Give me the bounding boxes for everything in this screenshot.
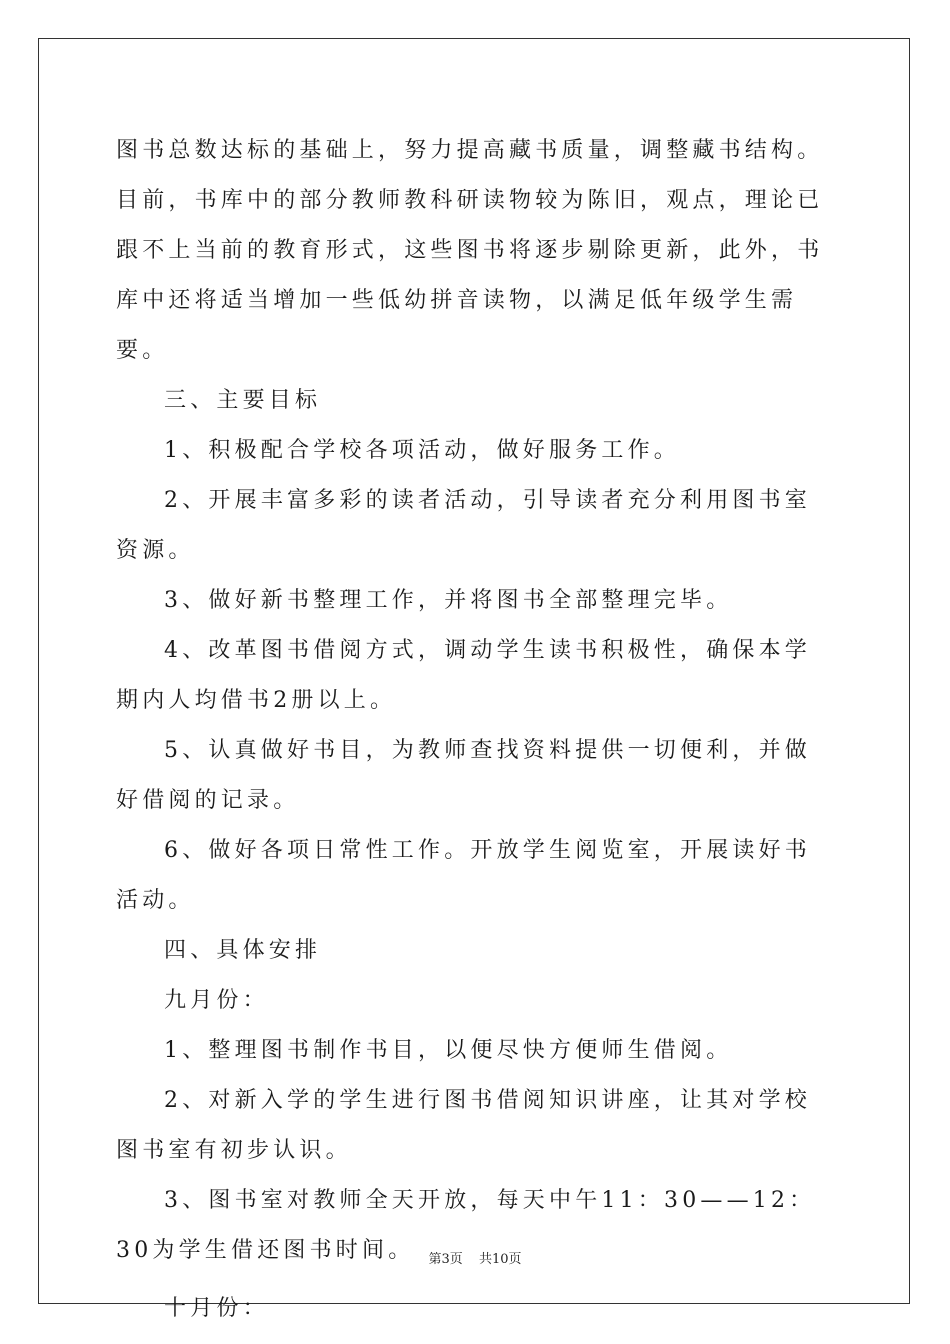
section-heading-goals: 三、主要目标 xyxy=(164,388,322,413)
september-item-3: 3、图书室对教师全天开放，每天中午11：30——12：30为学生借还图书时间。 xyxy=(116,1188,816,1263)
goal-item-4: 4、改革图书借阅方式，调动学生读书积极性，确保本学期内人均借书2册以上。 xyxy=(116,638,811,713)
goal-item-6: 6、做好各项日常性工作。开放学生阅览室，开展读好书活动。 xyxy=(116,838,811,913)
document-body xyxy=(116,126,836,1334)
page-footer xyxy=(0,1248,950,1267)
page-number: 第3页 xyxy=(428,1252,463,1267)
spacer xyxy=(116,1276,836,1284)
goal-item-5: 5、认真做好书目，为教师查找资料提供一切便利，并做好借阅的记录。 xyxy=(116,738,811,813)
section-heading-schedule: 四、具体安排 xyxy=(164,938,322,963)
september-item-2: 2、对新入学的学生进行图书借阅知识讲座，让其对学校图书室有初步认识。 xyxy=(116,1088,811,1163)
goal-item-1: 1、积极配合学校各项活动，做好服务工作。 xyxy=(164,438,680,463)
september-item-1: 1、整理图书制作书目，以便尽快方便师生借阅。 xyxy=(164,1038,733,1063)
month-heading-october: 十月份： xyxy=(164,1296,269,1321)
goal-item-2: 2、开展丰富多彩的读者活动，引导读者充分利用图书室资源。 xyxy=(116,488,811,563)
paragraph-intro: 图书总数达标的基础上，努力提高藏书质量，调整藏书结构。目前，书库中的部分教师教科研读物较为陈旧，观点，理论已跟不上当前的教育形式，这些图书将逐步剔除更新，此外，书库中还将适当增加一些低幼拼音读物，以满足低年级学生需要。 xyxy=(116,138,824,363)
page-total: 共10页 xyxy=(478,1252,522,1267)
goal-item-3: 3、做好新书整理工作，并将图书全部整理完毕。 xyxy=(164,588,733,613)
month-heading-september: 九月份： xyxy=(164,988,269,1013)
